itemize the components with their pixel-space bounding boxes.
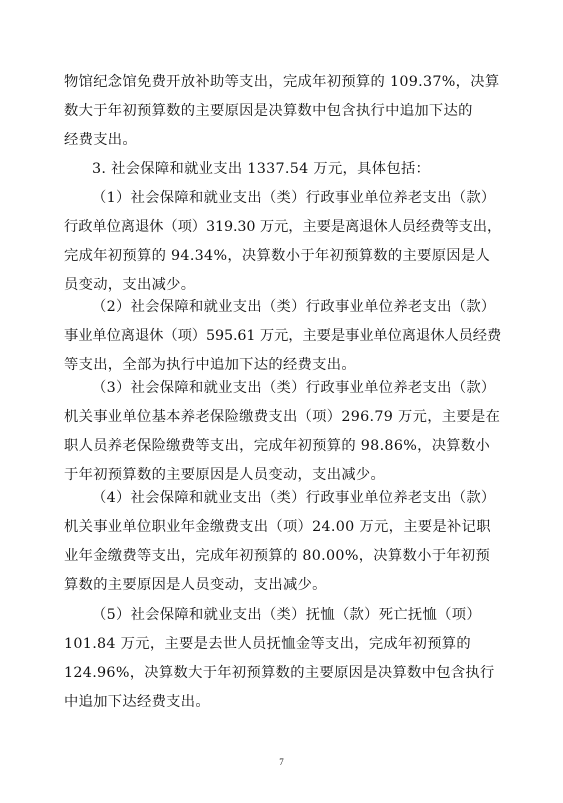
text-line: 机关事业单位基本养老保险缴费支出（项）296.79 万元，主要是在 [64, 409, 501, 425]
text-line: 经费支出。 [64, 132, 137, 148]
section-heading-social-security [64, 155, 504, 184]
text-line: （3）社会保障和就业支出（类）行政事业单位养老支出（款） [92, 380, 496, 396]
paragraph-continuation [64, 68, 504, 155]
paragraph-item-2 [64, 293, 504, 380]
paragraph-item-1 [64, 184, 504, 300]
text-line: 101.84 万元，主要是去世人员抚恤金等支出，完成年初预算的 [64, 636, 471, 652]
page-number: 7 [279, 757, 284, 767]
text-line: 员变动，支出减少。 [64, 277, 196, 293]
text-line: （5）社会保障和就业支出（类）抚恤（款）死亡抚恤（项） [92, 607, 481, 623]
text-line: 124.96%，决算数大于年初预算数的主要原因是决算数中包含执行 [64, 665, 495, 681]
paragraph-item-5 [64, 601, 504, 717]
paragraph-item-3 [64, 374, 504, 490]
paragraph-item-4 [64, 484, 504, 600]
text-line: 事业单位离退休（项）595.61 万元，主要是事业单位离退休人员经费 [64, 328, 502, 344]
text-line: 于年初预算数的主要原因是人员变动，支出减少。 [64, 467, 386, 483]
text-line: （4）社会保障和就业支出（类）行政事业单位养老支出（款） [92, 490, 496, 506]
text-line: 职人员养老保险缴费等支出，完成年初预算的 98.86%，决算数小 [64, 438, 491, 454]
text-line: （2）社会保障和就业支出（类）行政事业单位养老支出（款） [92, 299, 496, 315]
text-line: 行政单位离退休（项）319.30 万元，主要是离退休人员经费等支出， [64, 219, 502, 235]
text-line: 数大于年初预算数的主要原因是决算数中包含执行中追加下达的 [64, 103, 473, 119]
text-line: 物馆纪念馆免费开放补助等支出，完成年初预算的 109.37%，决算 [64, 74, 500, 90]
text-line: 3. 社会保障和就业支出 1337.54 万元，具体包括： [92, 161, 431, 177]
text-line: （1）社会保障和就业支出（类）行政事业单位养老支出（款） [92, 190, 496, 206]
text-line: 完成年初预算的 94.34%，决算数小于年初预算数的主要原因是人 [64, 248, 491, 264]
text-line: 中追加下达经费支出。 [64, 694, 210, 710]
text-line: 业年金缴费等支出，完成年初预算的 80.00%，决算数小于年初预 [64, 548, 491, 564]
text-line: 机关事业单位职业年金缴费支出（项）24.00 万元，主要是补记职 [64, 519, 491, 535]
text-line: 算数的主要原因是人员变动，支出减少。 [64, 577, 327, 593]
text-line: 等支出，全部为执行中追加下达的经费支出。 [64, 357, 356, 373]
